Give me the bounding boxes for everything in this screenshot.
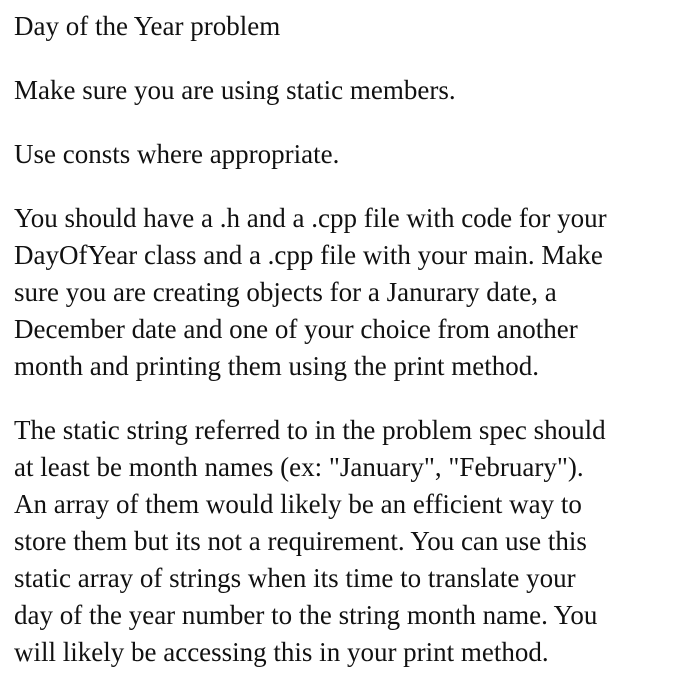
paragraph-line: DayOfYear class and a .cpp file with your main. Make — [14, 240, 603, 270]
instruction-files-paragraph — [14, 200, 684, 385]
paragraph-line: will likely be accessing this in your print method. — [14, 637, 549, 667]
paragraph-line: December date and one of your choice from another — [14, 314, 578, 344]
instruction-static-string-paragraph — [14, 412, 684, 671]
paragraph-line: An array of them would likely be an efficient way to — [14, 489, 582, 519]
paragraph-line: at least be month names (ex: "January", "February"). — [14, 452, 584, 482]
instruction-consts: Use consts where appropriate. — [14, 139, 340, 169]
instruction-static-members: Make sure you are using static members. — [14, 75, 456, 105]
paragraph-line: static array of strings when its time to translate your — [14, 563, 576, 593]
paragraph-line: day of the year number to the string month name. You — [14, 600, 598, 630]
document-body — [14, 8, 684, 698]
paragraph-line: month and printing them using the print method. — [14, 351, 539, 381]
paragraph-line: You should have a .h and a .cpp file with code for your — [14, 203, 607, 233]
paragraph-line: The static string referred to in the problem spec should — [14, 415, 606, 445]
paragraph-line: store them but its not a requirement. You can use this — [14, 526, 587, 556]
document-title: Day of the Year problem — [14, 11, 281, 41]
paragraph-line: sure you are creating objects for a Janurary date, a — [14, 277, 557, 307]
